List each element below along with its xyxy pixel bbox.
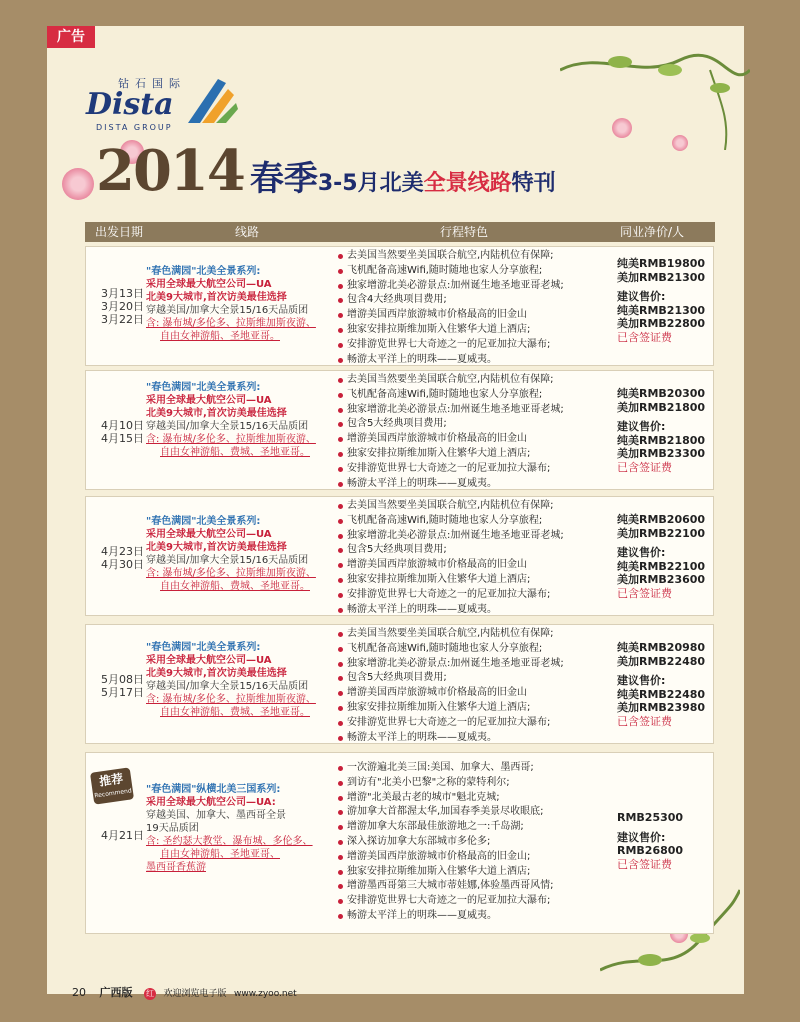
footer-url[interactable]: www.zyoo.net [234, 989, 297, 999]
page-title [96, 138, 556, 204]
table-row [85, 624, 714, 744]
feature-item: 包含5大经典项目费用; [338, 543, 610, 558]
suggest-price: 美加RMB23300 [617, 447, 706, 460]
visa-note: 已含签证费 [617, 857, 672, 871]
feature-item: 去美国当然要坐美国联合航空,内陆机位有保障; [338, 499, 610, 514]
feature-item: 独家安排拉斯维加斯入住繁华大道上酒店; [338, 323, 610, 338]
date-item: 4月23日 [101, 545, 144, 558]
feature-item: 独家增游北美必游景点:加州诞生地圣地亚哥老城; [338, 657, 610, 672]
route-note: 自由女神游船、费城、圣地亚哥。 [160, 447, 310, 458]
feature-item: 增游美国西岸旅游城市价格最高的旧金山 [338, 558, 610, 573]
title-highlight: 全景线路 [423, 171, 512, 196]
date-item: 3月22日 [101, 313, 144, 326]
row-features [338, 761, 610, 924]
feature-item: 独家增游北美必游景点:加州诞生地圣地亚哥老城; [338, 529, 610, 544]
date-item: 3月13日 [101, 287, 144, 300]
row-price [617, 513, 713, 600]
feature-item: 包含4大经典项目费用; [338, 293, 610, 308]
feature-item: 飞机配备高速Wifi,随时随地也家人分享旅程; [338, 264, 610, 279]
row-dates [86, 419, 144, 445]
row-dates [86, 287, 144, 326]
feature-item: 畅游太平洋上的明珠——夏威夷。 [338, 909, 610, 924]
net-price: 纯美RMB19800 [617, 257, 706, 270]
date-item: 3月20日 [101, 300, 144, 313]
route-line: 采用全球最大航空公司—UA: [146, 797, 276, 808]
net-price: 纯美RMB20300 [617, 387, 706, 400]
feature-item: 到访有"北美小巴黎"之称的蒙特利尔; [338, 776, 610, 791]
route-line: 采用全球最大航空公司—UA [146, 279, 272, 290]
visa-note: 已含签证费 [617, 460, 672, 474]
feature-item: 增游美国西岸旅游城市价格最高的旧金山 [338, 432, 610, 447]
page-footer [72, 984, 297, 1000]
title-year: 2014 [96, 138, 244, 204]
table-row [85, 370, 714, 490]
row-route [146, 641, 342, 719]
route-note: 自由女神游船、费城、圣地亚哥。 [160, 581, 310, 592]
feature-item: 独家安排拉斯维加斯入住繁华大道上酒店; [338, 701, 610, 716]
visa-note: 已含签证费 [617, 586, 672, 600]
suggest-label: 建议售价: [617, 420, 666, 433]
date-item: 5月17日 [101, 686, 144, 699]
visa-note: 已含签证费 [617, 714, 672, 728]
flower-decoration [612, 118, 632, 138]
route-line: 北美9大城市,首次访美最佳选择 [146, 292, 287, 303]
feature-item: 独家增游北美必游景点:加州诞生地圣地亚哥老城; [338, 403, 610, 418]
net-price: RMB25300 [617, 811, 684, 824]
hong-icon: 红 [146, 989, 154, 998]
logo-group: DISTA GROUP [96, 123, 173, 132]
feature-item: 包含5大经典项目费用; [338, 671, 610, 686]
date-item: 4月10日 [101, 419, 144, 432]
suggest-price: 美加RMB23600 [617, 573, 706, 586]
suggest-price: 纯美RMB21300 [617, 303, 706, 317]
net-price: 美加RMB21300 [617, 270, 706, 284]
row-price [617, 387, 713, 474]
suggest-label: 建议售价: [617, 290, 666, 303]
feature-item: 独家增游北美必游景点:加州诞生地圣地亚哥老城; [338, 279, 610, 294]
net-price: 纯美RMB20980 [617, 641, 706, 654]
table-row [85, 496, 714, 616]
vine-decoration [560, 40, 750, 150]
row-dates [86, 829, 144, 842]
feature-item: 畅游太平洋上的明珠——夏威夷。 [338, 477, 610, 492]
feature-item: 去美国当然要坐美国联合航空,内陆机位有保障; [338, 627, 610, 642]
route-title: "春色满园"纵横北美三国系列: [146, 784, 281, 795]
route-title: "春色满园"北美全景系列: [146, 516, 261, 527]
route-line: 采用全球最大航空公司—UA [146, 529, 272, 540]
route-line: 19天品质团 [146, 823, 199, 834]
feature-item: 去美国当然要坐美国联合航空,内陆机位有保障; [338, 373, 610, 388]
suggest-label: 建议售价: [617, 674, 666, 687]
row-route [146, 783, 342, 874]
feature-item: 一次游遍北美三国:美国、加拿大、墨西哥; [338, 761, 610, 776]
route-note: 自由女神游船、圣地亚哥。 [160, 331, 280, 342]
feature-item: 增游美国西岸旅游城市价格最高的旧金山 [338, 308, 610, 323]
dista-logo [84, 75, 254, 135]
logo-mark-icon [188, 79, 238, 123]
route-line: 穿越美国/加拿大全景15/16天品质团 [146, 681, 309, 692]
date-item: 4月21日 [101, 829, 144, 842]
feature-item: 畅游太平洋上的明珠——夏威夷。 [338, 603, 610, 618]
title-season: 春季 [249, 159, 318, 199]
date-item: 4月15日 [101, 432, 144, 445]
title-prefix: 3-5月北美 [317, 171, 424, 196]
route-line: 北美9大城市,首次访美最佳选择 [146, 668, 287, 679]
route-title: "春色满园"北美全景系列: [146, 266, 261, 277]
suggest-price: 纯美RMB22100 [617, 559, 706, 573]
flower-decoration [62, 168, 94, 200]
feature-item: 去美国当然要坐美国联合航空,内陆机位有保障; [338, 249, 610, 264]
row-features [338, 627, 610, 745]
route-note: 含: 瀑布城/多伦多、拉斯维加斯夜游、 [146, 694, 316, 705]
route-line: 穿越美国/加拿大全景15/16天品质团 [146, 555, 309, 566]
header-price: 同业净价/人 [620, 225, 685, 239]
feature-item: 安排游览世界七大奇迹之一的尼亚加拉大瀑布; [338, 338, 610, 353]
date-item: 5月08日 [101, 673, 144, 686]
route-line: 穿越美国/加拿大全景15/16天品质团 [146, 305, 309, 316]
feature-item: 飞机配备高速Wifi,随时随地也家人分享旅程; [338, 388, 610, 403]
recommend-en: Recommend [93, 787, 133, 800]
feature-item: 深入探访加拿大东部城市多伦多; [338, 835, 610, 850]
feature-item: 安排游览世界七大奇迹之一的尼亚加拉大瀑布; [338, 894, 610, 909]
row-price [617, 641, 713, 728]
feature-item: 增游美国西岸旅游城市价格最高的旧金山; [338, 850, 610, 865]
row-price [617, 811, 713, 871]
feature-item: 畅游太平洋上的明珠——夏威夷。 [338, 353, 610, 368]
feature-item: 飞机配备高速Wifi,随时随地也家人分享旅程; [338, 642, 610, 657]
date-item: 4月30日 [101, 558, 144, 571]
flower-decoration [672, 135, 688, 151]
suggest-price: 美加RMB23980 [617, 701, 706, 714]
route-line: 穿越美国、加拿大、墨西哥全景 [146, 810, 286, 821]
route-note: 含: 圣约瑟大教堂、瀑布城、多伦多、 [146, 836, 313, 847]
edition-label: 广西版 [99, 986, 133, 999]
net-price: 纯美RMB20600 [617, 513, 706, 526]
feature-item: 增游墨西哥第三大城市蒂娃娜,体验墨西哥风情; [338, 879, 610, 894]
ad-label: 广告 [47, 26, 95, 48]
route-note: 含: 瀑布城/多伦多、拉斯维加斯夜游、 [146, 434, 316, 445]
table-header [85, 222, 715, 242]
feature-item: 畅游太平洋上的明珠——夏威夷。 [338, 731, 610, 746]
row-route [146, 515, 342, 593]
feature-item: 独家安排拉斯维加斯入住繁华大道上酒店; [338, 447, 610, 462]
feature-item: 独家安排拉斯维加斯入住繁华大道上酒店; [338, 573, 610, 588]
visa-note: 已含签证费 [617, 330, 672, 344]
footer-text: 欢迎浏览电子版 [163, 989, 227, 999]
route-line: 采用全球最大航空公司—UA [146, 655, 272, 666]
row-features [338, 499, 610, 617]
route-note: 含: 瀑布城/多伦多、拉斯维加斯夜游、 [146, 568, 316, 579]
feature-item: 独家安排拉斯维加斯入住繁华大道上酒店; [338, 865, 610, 880]
suggest-price: 美加RMB22800 [617, 317, 706, 330]
row-dates [86, 545, 144, 571]
feature-item: 增游"北美最古老的城市"魁北克城; [338, 791, 610, 806]
route-line: 采用全球最大航空公司—UA [146, 395, 272, 406]
net-price: 美加RMB22480 [617, 654, 706, 668]
suggest-price: 纯美RMB21800 [617, 433, 706, 447]
feature-item: 游加拿大首都渥太华,加国春季美景尽收眼底; [338, 805, 610, 820]
row-route [146, 265, 342, 343]
route-line: 北美9大城市,首次访美最佳选择 [146, 408, 287, 419]
row-price [617, 257, 713, 344]
page-number: 20 [72, 986, 86, 999]
suggest-label: 建议售价: [617, 546, 666, 559]
net-price: 美加RMB21800 [617, 400, 706, 414]
suggest-label: 建议售价: [617, 830, 666, 844]
row-features [338, 249, 610, 367]
table-row [85, 752, 714, 934]
route-note: 墨西哥香蕉游 [146, 862, 206, 873]
feature-item: 飞机配备高速Wifi,随时随地也家人分享旅程; [338, 514, 610, 529]
logo-en: Dista [86, 87, 174, 122]
feature-item: 包含5大经典项目费用; [338, 417, 610, 432]
suggest-price: RMB26800 [617, 844, 684, 857]
route-note: 自由女神游船、圣地亚哥、 [160, 849, 280, 860]
feature-item: 安排游览世界七大奇迹之一的尼亚加拉大瀑布; [338, 716, 610, 731]
route-title: "春色满园"北美全景系列: [146, 642, 261, 653]
table-row [85, 246, 714, 366]
header-date: 出发日期 [95, 225, 144, 239]
feature-item: 安排游览世界七大奇迹之一的尼亚加拉大瀑布; [338, 588, 610, 603]
header-route: 线路 [235, 225, 260, 239]
row-route [146, 381, 342, 459]
route-note: 含: 瀑布城/多伦多、拉斯维加斯夜游、 [146, 318, 316, 329]
header-features: 行程特色 [440, 225, 489, 239]
feature-item: 增游美国西岸旅游城市价格最高的旧金山 [338, 686, 610, 701]
route-line: 北美9大城市,首次访美最佳选择 [146, 542, 287, 553]
feature-item: 安排游览世界七大奇迹之一的尼亚加拉大瀑布; [338, 462, 610, 477]
row-dates [86, 673, 144, 699]
title-suffix: 特刊 [511, 171, 556, 196]
route-note: 自由女神游船、费城、圣地亚哥。 [160, 707, 310, 718]
feature-item: 增游加拿大东部最佳旅游地之一:千岛湖; [338, 820, 610, 835]
row-features [338, 373, 610, 491]
route-line: 穿越美国/加拿大全景15/16天品质团 [146, 421, 309, 432]
route-title: "春色满园"北美全景系列: [146, 382, 261, 393]
logo-cn: 钻石国际 [118, 77, 186, 90]
recommend-badge [90, 767, 134, 804]
suggest-price: 纯美RMB22480 [617, 687, 706, 701]
net-price: 美加RMB22100 [617, 526, 706, 540]
recommend-cn: 推荐 [98, 771, 125, 789]
